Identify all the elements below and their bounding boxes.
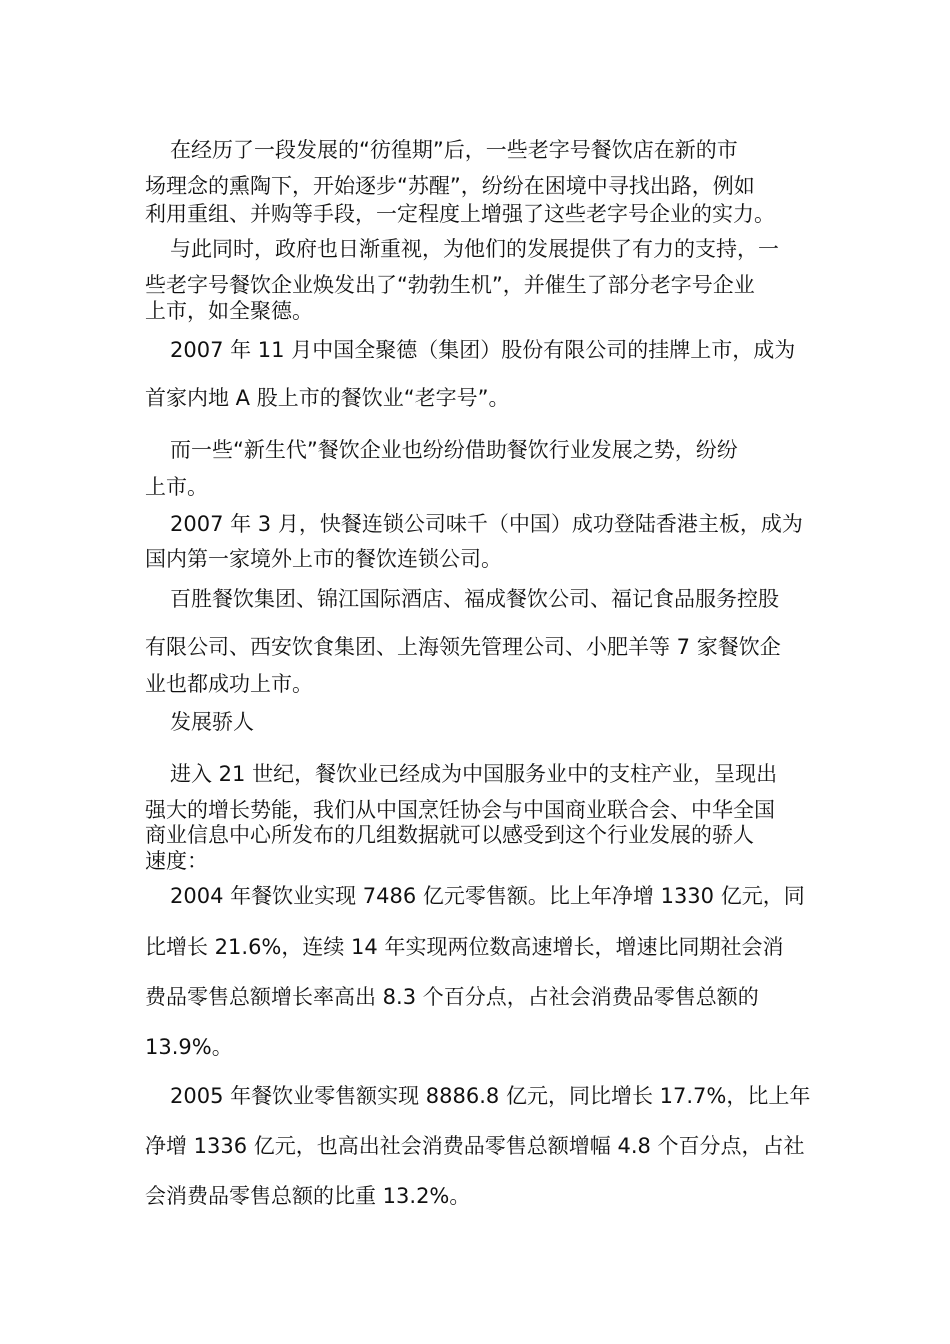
text-line: 强大的增长势能，我们从中国烹饪协会与中国商业联合会、中华全国 — [145, 798, 775, 822]
text-line: 2007 年 11 月中国全聚德（集团）股份有限公司的挂牌上市，成为 — [170, 338, 796, 362]
text-line: 会消费品零售总额的比重 13.2%。 — [145, 1184, 471, 1208]
text-line: 百胜餐饮集团、锦江国际酒店、福成餐饮公司、福记食品服务控股 — [170, 587, 779, 611]
text-line: 速度： — [145, 849, 208, 873]
text-line: 进入 21 世纪，餐饮业已经成为中国服务业中的支柱产业，呈现出 — [170, 762, 778, 786]
text-line: 些老字号餐饮企业焕发出了“勃勃生机”，并催生了部分老字号企业 — [145, 273, 755, 297]
text-line: 13.9%。 — [145, 1035, 233, 1059]
text-line: 2007 年 3 月，快餐连锁公司味千（中国）成功登陆香港主板，成为 — [170, 512, 803, 536]
text-line: 2004 年餐饮业实现 7486 亿元零售额。比上年净增 1330 亿元，同 — [170, 884, 805, 908]
text-line: 费品零售总额增长率高出 8.3 个百分点，占社会消费品零售总额的 — [145, 985, 759, 1009]
text-line: 2005 年餐饮业零售额实现 8886.8 亿元，同比增长 17.7%，比上年 — [170, 1084, 811, 1108]
text-line: 有限公司、西安饮食集团、上海领先管理公司、小肥羊等 7 家餐饮企 — [145, 635, 781, 659]
text-line: 首家内地 A 股上市的餐饮业“老字号”。 — [145, 386, 510, 410]
text-line: 上市，如全聚德。 — [145, 299, 313, 323]
text-line: 商业信息中心所发布的几组数据就可以感受到这个行业发展的骄人 — [145, 823, 754, 847]
text-line: 比增长 21.6%，连续 14 年实现两位数高速增长，增速比同期社会消 — [145, 935, 784, 959]
text-line: 与此同时，政府也日渐重视，为他们的发展提供了有力的支持，一 — [170, 237, 779, 261]
text-line: 上市。 — [145, 475, 208, 499]
section-heading: 发展骄人 — [170, 710, 254, 734]
text-line: 利用重组、并购等手段，一定程度上增强了这些老字号企业的实力。 — [145, 202, 775, 226]
text-line: 在经历了一段发展的“彷徨期”后，一些老字号餐饮店在新的市 — [170, 138, 738, 162]
text-line: 净增 1336 亿元，也高出社会消费品零售总额增幅 4.8 个百分点，占社 — [145, 1134, 805, 1158]
text-line: 国内第一家境外上市的餐饮连锁公司。 — [145, 547, 502, 571]
text-line: 业也都成功上市。 — [145, 672, 313, 696]
text-line: 场理念的熏陶下，开始逐步“苏醒”，纷纷在困境中寻找出路，例如 — [145, 174, 755, 198]
text-line: 而一些“新生代”餐饮企业也纷纷借助餐饮行业发展之势，纷纷 — [170, 438, 738, 462]
